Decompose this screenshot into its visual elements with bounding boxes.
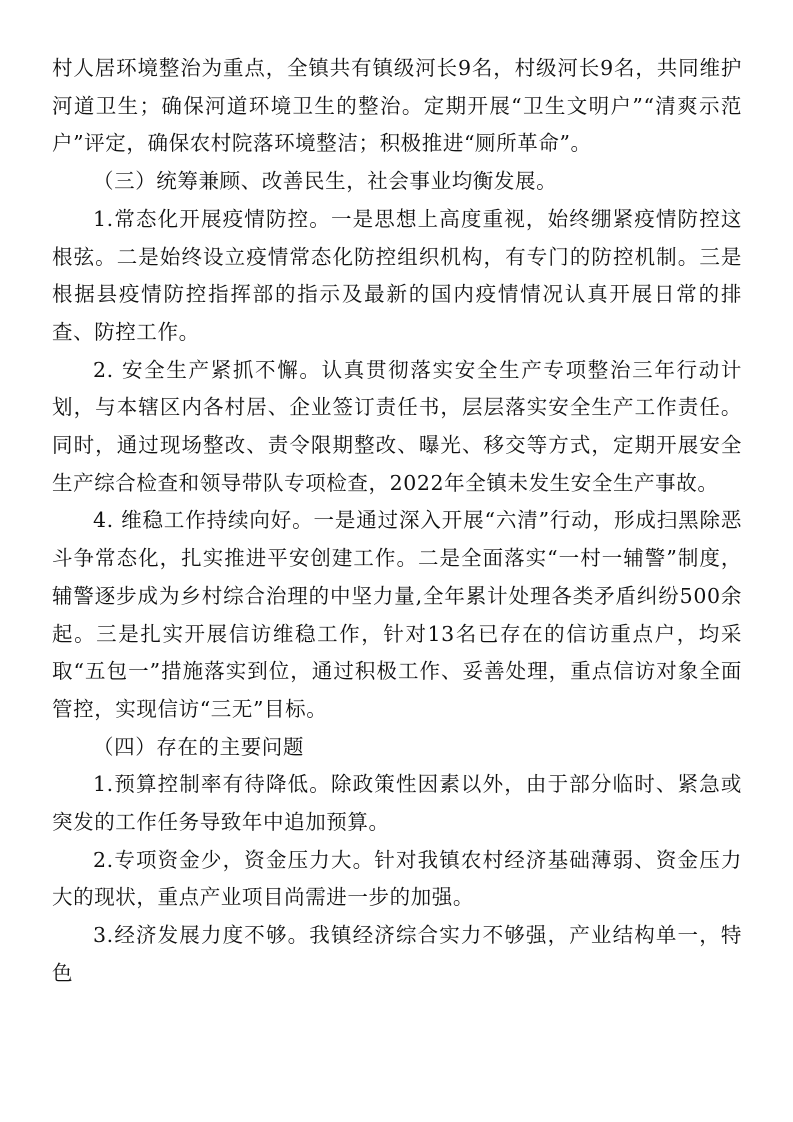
paragraph-continuation: 村人居环境整治为重点，全镇共有镇级河长9名，村级河长9名，共同维护河道卫生；确保河道环境卫生的整治。定期开展“卫生文明户”“清爽示范户”评定，确保农村院落环境整洁；积极推进“厕所革命”。 (52, 56, 742, 156)
paragraph-special-funds: 2.专项资金少，资金压力大。针对我镇农村经济基础薄弱、资金压力大的现状，重点产业项目尚需进一步的加强。 (52, 847, 742, 910)
paragraph-economic-development: 3.经济发展力度不够。我镇经济综合实力不够强，产业结构单一，特色 (52, 923, 742, 985)
paragraph-stability-work: 4. 维稳工作持续向好。一是通过深入开展“六清”行动，形成扫黑除恶斗争常态化，扎实推进平安创建工作。二是全面落实“一村一辅警”制度，辅警逐步成为乡村综合治理的中坚力量,全年累计处理各类矛盾纠纷500余起。三是扎实开展信访维稳工作，针对13名已存在的信访重点户，均采取“五包一”措施落实到位，通过积极工作、妥善处理，重点信访对象全面管控，实现信访“三无”目标。 (52, 508, 742, 721)
section-heading-4: （四）存在的主要问题 (93, 734, 304, 759)
paragraph-safety-production: 2. 安全生产紧抓不懈。认真贯彻落实安全生产专项整治三年行动计划，与本辖区内各村居、企业签订责任书，层层落实安全生产工作责任。同时，通过现场整改、责令限期整改、曝光、移交等方式，定期开展安全生产综合检查和领导带队专项检查，2022年全镇未发生安全生产事故。 (52, 357, 742, 495)
section-heading-3: （三）统筹兼顾、改善民生，社会事业均衡发展。 (93, 169, 558, 194)
paragraph-epidemic-control: 1.常态化开展疫情防控。一是思想上高度重视，始终绷紧疫情防控这根弦。二是始终设立疫情常态化防控组织机构，有专门的防控机制。三是根据县疫情防控指挥部的指示及最新的国内疫情情况认真开展日常的排查、防控工作。 (52, 206, 742, 344)
paragraph-budget-control: 1.预算控制率有待降低。除政策性因素以外，由于部分临时、紧急或突发的工作任务导致年中追加预算。 (52, 772, 742, 835)
document-body (52, 50, 742, 993)
